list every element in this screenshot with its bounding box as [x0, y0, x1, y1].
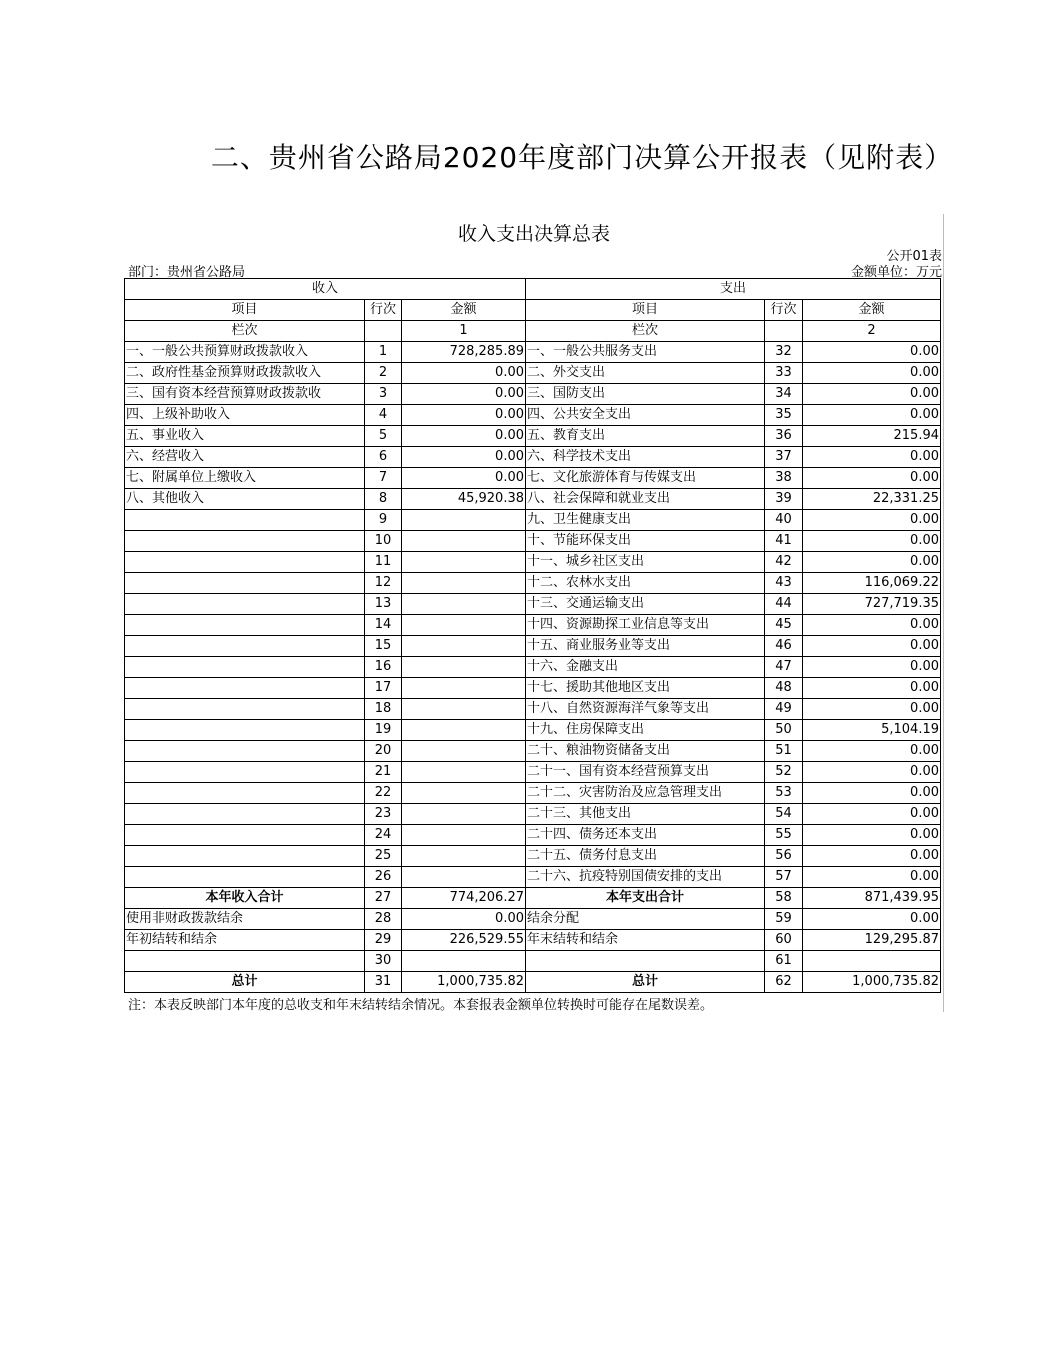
expense-amount-cell: 0.00 [803, 405, 941, 426]
expense-line-cell: 52 [765, 762, 803, 783]
income-item-cell: 使用非财政拨款结余 [125, 909, 365, 930]
expense-line-cell: 47 [765, 657, 803, 678]
table-row [125, 678, 941, 699]
expense-line-cell: 50 [765, 720, 803, 741]
income-item-cell: 四、上级补助收入 [125, 405, 365, 426]
expense-line-cell: 33 [765, 363, 803, 384]
column-number-row [125, 321, 941, 342]
footnote: 注：本表反映部门本年度的总收支和年末结转结余情况。本套报表金额单位转换时可能存在尾数误差。 [128, 998, 714, 1013]
expense-item-cell: 五、教育支出 [526, 426, 765, 447]
expense-amount-cell: 0.00 [803, 363, 941, 384]
income-item-cell [125, 762, 365, 783]
income-item-cell: 七、附属单位上缴收入 [125, 468, 365, 489]
expense-line-cell: 37 [765, 447, 803, 468]
table-body [125, 342, 941, 993]
income-item-cell [125, 867, 365, 888]
expense-amount-cell: 727,719.35 [803, 594, 941, 615]
table-row [125, 804, 941, 825]
income-item-cell [125, 699, 365, 720]
expense-amount-cell: 22,331.25 [803, 489, 941, 510]
income-amount-cell [402, 783, 526, 804]
expense-item-cell: 十、节能环保支出 [526, 531, 765, 552]
income-amount-cell [402, 636, 526, 657]
expense-line-cell: 53 [765, 783, 803, 804]
income-line-cell: 22 [365, 783, 402, 804]
expense-amount-cell: 1,000,735.82 [803, 972, 941, 993]
expense-amount-cell: 0.00 [803, 762, 941, 783]
income-amount-cell: 0.00 [402, 447, 526, 468]
income-amount-cell: 0.00 [402, 405, 526, 426]
column-header-row [125, 300, 941, 321]
table-row [125, 951, 941, 972]
income-item-cell: 三、国有资本经营预算财政拨款收 [125, 384, 365, 405]
expense-amount-cell: 0.00 [803, 531, 941, 552]
table-row [125, 909, 941, 930]
table-row [125, 510, 941, 531]
income-item-cell: 总计 [125, 972, 365, 993]
expense-amount-cell [803, 951, 941, 972]
expense-line-cell: 60 [765, 930, 803, 951]
income-item-cell [125, 741, 365, 762]
expense-line-blank [765, 321, 803, 342]
income-amount-cell [402, 741, 526, 762]
expense-item-cell: 二十六、抗疫特别国债安排的支出 [526, 867, 765, 888]
expense-item-cell: 二十三、其他支出 [526, 804, 765, 825]
income-amount-cell [402, 825, 526, 846]
income-amount-cell [402, 678, 526, 699]
table-row [125, 783, 941, 804]
income-line-cell: 9 [365, 510, 402, 531]
expense-amount-cell: 0.00 [803, 741, 941, 762]
expense-line-cell: 58 [765, 888, 803, 909]
expense-item-cell: 十四、资源勘探工业信息等支出 [526, 615, 765, 636]
income-item-cell [125, 531, 365, 552]
income-line-cell: 12 [365, 573, 402, 594]
income-item-cell [125, 804, 365, 825]
table-row [125, 825, 941, 846]
income-item-cell: 年初结转和结余 [125, 930, 365, 951]
income-amount-cell [402, 720, 526, 741]
expense-line-cell: 43 [765, 573, 803, 594]
expense-amount-cell: 0.00 [803, 783, 941, 804]
expense-item-cell: 本年支出合计 [526, 888, 765, 909]
income-line-cell: 20 [365, 741, 402, 762]
income-line-cell: 25 [365, 846, 402, 867]
income-amount-cell [402, 615, 526, 636]
income-amount-cell [402, 867, 526, 888]
income-line-cell: 16 [365, 657, 402, 678]
income-amount-cell: 1,000,735.82 [402, 972, 526, 993]
expense-amount-cell: 0.00 [803, 699, 941, 720]
expense-amount-cell: 5,104.19 [803, 720, 941, 741]
expense-item-cell: 六、科学技术支出 [526, 447, 765, 468]
expense-line-cell: 57 [765, 867, 803, 888]
income-amount-cell: 0.00 [402, 909, 526, 930]
income-item-cell [125, 720, 365, 741]
table-row [125, 447, 941, 468]
table-row [125, 468, 941, 489]
income-amount-cell: 774,206.27 [402, 888, 526, 909]
income-line-cell: 31 [365, 972, 402, 993]
expense-item-cell: 十三、交通运输支出 [526, 594, 765, 615]
income-amount-cell: 0.00 [402, 468, 526, 489]
expense-amount-cell: 0.00 [803, 447, 941, 468]
expense-item-cell: 十六、金融支出 [526, 657, 765, 678]
expense-amount-cell: 0.00 [803, 342, 941, 363]
expense-item-cell: 八、社会保障和就业支出 [526, 489, 765, 510]
expense-amount-cell: 0.00 [803, 510, 941, 531]
expense-line-cell: 39 [765, 489, 803, 510]
income-line-cell: 14 [365, 615, 402, 636]
income-amount-cell [402, 510, 526, 531]
income-amount-cell: 0.00 [402, 384, 526, 405]
income-line-cell: 18 [365, 699, 402, 720]
income-line-cell: 19 [365, 720, 402, 741]
income-item-cell: 六、经营收入 [125, 447, 365, 468]
table-row [125, 489, 941, 510]
table-row [125, 720, 941, 741]
expense-amount-cell: 0.00 [803, 909, 941, 930]
expense-line-cell: 34 [765, 384, 803, 405]
expense-item-cell: 二、外交支出 [526, 363, 765, 384]
income-amount-cell [402, 573, 526, 594]
expense-line-cell: 62 [765, 972, 803, 993]
expense-amount-header: 金额 [803, 300, 941, 321]
income-item-cell [125, 615, 365, 636]
unit-label: 金额单位：万元 [850, 265, 942, 280]
table-row [125, 762, 941, 783]
expense-line-cell: 44 [765, 594, 803, 615]
income-amount-cell: 0.00 [402, 426, 526, 447]
expense-item-cell: 十二、农林水支出 [526, 573, 765, 594]
income-line-cell: 2 [365, 363, 402, 384]
expense-line-cell: 51 [765, 741, 803, 762]
expense-line-cell: 35 [765, 405, 803, 426]
income-amount-cell: 728,285.89 [402, 342, 526, 363]
income-amount-cell [402, 846, 526, 867]
table-row [125, 972, 941, 993]
income-item-cell [125, 657, 365, 678]
income-line-cell: 5 [365, 426, 402, 447]
expense-section-header: 支出 [526, 279, 941, 300]
income-item-cell: 一、一般公共预算财政拨款收入 [125, 342, 365, 363]
expense-line-cell: 54 [765, 804, 803, 825]
income-amount-cell: 226,529.55 [402, 930, 526, 951]
income-item-cell [125, 825, 365, 846]
income-line-cell: 11 [365, 552, 402, 573]
income-line-cell: 23 [365, 804, 402, 825]
table-row [125, 552, 941, 573]
income-line-cell: 15 [365, 636, 402, 657]
expense-amount-cell: 0.00 [803, 825, 941, 846]
expense-item-cell: 二十四、债务还本支出 [526, 825, 765, 846]
income-line-cell: 21 [365, 762, 402, 783]
income-amount-cell: 0.00 [402, 363, 526, 384]
income-line-cell: 27 [365, 888, 402, 909]
expense-amount-cell: 0.00 [803, 804, 941, 825]
income-line-cell: 24 [365, 825, 402, 846]
expense-item-cell: 十一、城乡社区支出 [526, 552, 765, 573]
expense-amount-cell: 0.00 [803, 384, 941, 405]
income-item-cell [125, 594, 365, 615]
expense-line-cell: 55 [765, 825, 803, 846]
section-header-row [125, 279, 941, 300]
expense-item-cell [526, 951, 765, 972]
expense-amount-cell: 116,069.22 [803, 573, 941, 594]
income-amount-cell [402, 699, 526, 720]
expense-line-cell: 41 [765, 531, 803, 552]
expense-line-cell: 32 [765, 342, 803, 363]
expense-line-header: 行次 [765, 300, 803, 321]
expense-item-cell: 七、文化旅游体育与传媒支出 [526, 468, 765, 489]
income-column-label: 栏次 [125, 321, 365, 342]
income-line-cell: 4 [365, 405, 402, 426]
table-row [125, 426, 941, 447]
expense-amount-cell: 0.00 [803, 846, 941, 867]
expense-amount-cell: 0.00 [803, 615, 941, 636]
income-item-cell [125, 783, 365, 804]
expense-item-cell: 年末结转和结余 [526, 930, 765, 951]
table-row [125, 573, 941, 594]
income-amount-cell [402, 762, 526, 783]
expense-amount-cell: 0.00 [803, 552, 941, 573]
table-row [125, 888, 941, 909]
income-line-cell: 6 [365, 447, 402, 468]
income-line-cell: 13 [365, 594, 402, 615]
page-title: 二、贵州省公路局2020年度部门决算公开报表（见附表） [210, 141, 954, 174]
expense-item-cell: 一、一般公共服务支出 [526, 342, 765, 363]
income-item-cell [125, 678, 365, 699]
income-line-cell: 26 [365, 867, 402, 888]
income-item-cell: 二、政府性基金预算财政拨款收入 [125, 363, 365, 384]
income-item-cell: 本年收入合计 [125, 888, 365, 909]
income-column-number: 1 [402, 321, 526, 342]
expense-item-cell: 总计 [526, 972, 765, 993]
expense-item-cell: 十七、援助其他地区支出 [526, 678, 765, 699]
income-line-cell: 3 [365, 384, 402, 405]
table-row [125, 615, 941, 636]
income-amount-cell: 45,920.38 [402, 489, 526, 510]
table-title: 收入支出决算总表 [457, 223, 610, 245]
table-row [125, 930, 941, 951]
expense-item-cell: 三、国防支出 [526, 384, 765, 405]
expense-item-cell: 十五、商业服务业等支出 [526, 636, 765, 657]
expense-line-cell: 46 [765, 636, 803, 657]
income-line-cell: 8 [365, 489, 402, 510]
department-label: 部门：贵州省公路局 [128, 265, 246, 280]
expense-line-cell: 36 [765, 426, 803, 447]
expense-column-label: 栏次 [526, 321, 765, 342]
expense-amount-cell: 871,439.95 [803, 888, 941, 909]
expense-line-cell: 61 [765, 951, 803, 972]
expense-item-cell: 十八、自然资源海洋气象等支出 [526, 699, 765, 720]
table-row [125, 741, 941, 762]
expense-item-cell: 九、卫生健康支出 [526, 510, 765, 531]
expense-item-cell: 二十一、国有资本经营预算支出 [526, 762, 765, 783]
table-row [125, 699, 941, 720]
expense-line-cell: 48 [765, 678, 803, 699]
income-line-cell: 7 [365, 468, 402, 489]
expense-line-cell: 42 [765, 552, 803, 573]
income-item-cell [125, 510, 365, 531]
expense-column-number: 2 [803, 321, 941, 342]
form-code: 公开01表 [886, 249, 942, 264]
table-row [125, 342, 941, 363]
table-row [125, 405, 941, 426]
income-amount-cell [402, 804, 526, 825]
income-line-cell: 1 [365, 342, 402, 363]
expense-item-cell: 结余分配 [526, 909, 765, 930]
income-amount-cell [402, 552, 526, 573]
income-amount-cell [402, 594, 526, 615]
income-line-cell: 30 [365, 951, 402, 972]
income-item-cell: 八、其他收入 [125, 489, 365, 510]
income-item-cell [125, 573, 365, 594]
expense-item-header: 项目 [526, 300, 765, 321]
table-row [125, 363, 941, 384]
income-line-cell: 28 [365, 909, 402, 930]
income-item-cell [125, 951, 365, 972]
income-line-cell: 29 [365, 930, 402, 951]
table-row [125, 867, 941, 888]
table-row [125, 657, 941, 678]
expense-amount-cell: 0.00 [803, 867, 941, 888]
income-line-cell: 17 [365, 678, 402, 699]
expense-amount-cell: 215.94 [803, 426, 941, 447]
expense-line-cell: 38 [765, 468, 803, 489]
income-item-cell [125, 552, 365, 573]
expense-amount-cell: 0.00 [803, 657, 941, 678]
table-row [125, 636, 941, 657]
expense-amount-cell: 0.00 [803, 636, 941, 657]
expense-amount-cell: 0.00 [803, 678, 941, 699]
income-line-blank [365, 321, 402, 342]
income-amount-cell [402, 657, 526, 678]
income-expense-table [124, 278, 941, 993]
expense-item-cell: 四、公共安全支出 [526, 405, 765, 426]
income-item-cell [125, 846, 365, 867]
income-amount-header: 金额 [402, 300, 526, 321]
table-row [125, 531, 941, 552]
frame-edge [943, 214, 944, 1012]
expense-item-cell: 十九、住房保障支出 [526, 720, 765, 741]
expense-item-cell: 二十、粮油物资储备支出 [526, 741, 765, 762]
expense-item-cell: 二十二、灾害防治及应急管理支出 [526, 783, 765, 804]
expense-line-cell: 59 [765, 909, 803, 930]
income-amount-cell [402, 531, 526, 552]
expense-amount-cell: 0.00 [803, 468, 941, 489]
expense-line-cell: 40 [765, 510, 803, 531]
table-row [125, 594, 941, 615]
expense-amount-cell: 129,295.87 [803, 930, 941, 951]
income-item-header: 项目 [125, 300, 365, 321]
table-row [125, 384, 941, 405]
income-amount-cell [402, 951, 526, 972]
expense-item-cell: 二十五、债务付息支出 [526, 846, 765, 867]
income-line-cell: 10 [365, 531, 402, 552]
expense-line-cell: 45 [765, 615, 803, 636]
income-item-cell: 五、事业收入 [125, 426, 365, 447]
table-row [125, 846, 941, 867]
expense-line-cell: 49 [765, 699, 803, 720]
income-section-header: 收入 [125, 279, 526, 300]
income-item-cell [125, 636, 365, 657]
expense-line-cell: 56 [765, 846, 803, 867]
income-line-header: 行次 [365, 300, 402, 321]
